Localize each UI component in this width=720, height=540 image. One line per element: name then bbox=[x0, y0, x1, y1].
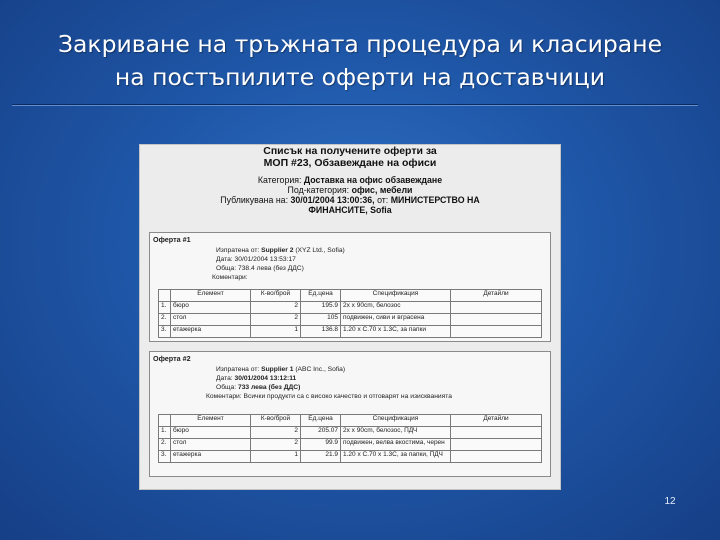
item-price: 105 bbox=[301, 314, 341, 326]
table-row bbox=[159, 427, 542, 439]
row-number: 1. bbox=[159, 427, 171, 439]
column-header: К-во/брой bbox=[251, 290, 301, 302]
column-header: Детайли bbox=[451, 415, 542, 427]
column-header: Спецификация bbox=[341, 415, 451, 427]
date-label: Дата: bbox=[216, 375, 233, 382]
column-header: Ед.цена bbox=[301, 415, 341, 427]
table-row bbox=[159, 302, 542, 314]
published-value: 30/01/2004 13:00:36, bbox=[290, 195, 375, 205]
subcategory-value: офис, мебели bbox=[351, 185, 413, 195]
item-price: 99.9 bbox=[301, 439, 341, 451]
from-label: от: bbox=[377, 195, 389, 205]
sender-label: Изпратена от: bbox=[216, 247, 260, 254]
item-spec: подвижен, сиви и вграсена bbox=[341, 314, 451, 326]
total-label: Обща: bbox=[216, 265, 237, 272]
item-spec: 2x x 90cm, белозос, ПДЧ bbox=[341, 427, 451, 439]
comments-label: Коментари: bbox=[212, 274, 248, 281]
item-spec: 2x x 90cm, белозос bbox=[341, 302, 451, 314]
offer-total bbox=[150, 383, 550, 392]
slide-title-line-1: Закриване на тръжната процедура и класиране bbox=[57, 30, 663, 58]
item-name: бюро bbox=[171, 427, 251, 439]
offer-comments bbox=[150, 392, 466, 401]
row-number: 2. bbox=[159, 439, 171, 451]
subcategory-line bbox=[140, 185, 560, 195]
item-qty: 2 bbox=[251, 427, 301, 439]
row-number: 3. bbox=[159, 326, 171, 338]
category-label: Категория: bbox=[257, 175, 302, 185]
item-name: стол bbox=[171, 314, 251, 326]
item-details bbox=[451, 439, 542, 451]
offer-title: Оферта #1 bbox=[153, 235, 191, 244]
from-value-line-2: ФИНАНСИТЕ, Sofia bbox=[308, 205, 392, 215]
header-number bbox=[159, 415, 171, 427]
offer-panel-1 bbox=[149, 232, 551, 342]
slide-title bbox=[0, 28, 720, 94]
item-details bbox=[451, 314, 542, 326]
sender-value: Supplier 2 bbox=[261, 247, 294, 254]
item-qty: 2 bbox=[251, 439, 301, 451]
offer-sender bbox=[150, 365, 550, 374]
item-name: етажерка bbox=[171, 326, 251, 338]
item-price: 21.9 bbox=[301, 451, 341, 463]
column-header: Ед.цена bbox=[301, 290, 341, 302]
from-value-line-1: МИНИСТЕРСТВО НА bbox=[390, 195, 480, 205]
screenshot-header bbox=[140, 145, 560, 227]
offer-date bbox=[150, 255, 550, 264]
row-number: 2. bbox=[159, 314, 171, 326]
item-name: етажерка bbox=[171, 451, 251, 463]
date-label: Дата: bbox=[216, 256, 233, 263]
item-name: стол bbox=[171, 439, 251, 451]
item-qty: 1 bbox=[251, 451, 301, 463]
subcategory-label: Под-категория: bbox=[287, 185, 350, 195]
item-qty: 1 bbox=[251, 326, 301, 338]
published-label: Публикувана на: bbox=[220, 195, 289, 205]
item-details bbox=[451, 427, 542, 439]
item-price: 136.8 bbox=[301, 326, 341, 338]
item-spec: подвижен, велва вкостима, черен bbox=[341, 439, 451, 451]
list-title-line-1: Списък на получените оферти за bbox=[263, 145, 437, 157]
offer-items-table bbox=[158, 414, 542, 463]
offer-panel-2 bbox=[149, 351, 551, 477]
row-number: 1. bbox=[159, 302, 171, 314]
item-details bbox=[451, 451, 542, 463]
total-label: Обща: bbox=[216, 384, 237, 391]
offer-sender bbox=[150, 246, 550, 255]
sender-value: Supplier 1 bbox=[261, 366, 294, 373]
item-qty: 2 bbox=[251, 302, 301, 314]
comments-value: Всички продукти са с високо качество и отговарят на изискванията bbox=[243, 393, 452, 400]
item-name: бюро bbox=[171, 302, 251, 314]
offer-total bbox=[150, 264, 550, 273]
item-spec: 1.20 x С.70 x 1.3С, за папки, ПДЧ bbox=[341, 451, 451, 463]
title-divider bbox=[12, 104, 698, 106]
item-spec: 1.20 x С.70 x 1.3С, за папки bbox=[341, 326, 451, 338]
table-row bbox=[159, 314, 542, 326]
column-header: К-во/брой bbox=[251, 415, 301, 427]
total-value: 733 лева (без ДДС) bbox=[237, 384, 301, 391]
column-header: Елемент bbox=[171, 290, 251, 302]
page-number: 12 bbox=[664, 496, 676, 507]
offer-title: Оферта #2 bbox=[153, 354, 191, 363]
from-line-2 bbox=[140, 205, 560, 215]
item-details bbox=[451, 326, 542, 338]
table-header-row bbox=[159, 415, 542, 427]
column-header: Елемент bbox=[171, 415, 251, 427]
comments-label: Коментари: bbox=[206, 393, 242, 400]
offer-items-table bbox=[158, 289, 542, 338]
column-header: Спецификация bbox=[341, 290, 451, 302]
category-value: Доставка на офис обзавеждане bbox=[303, 175, 443, 185]
table-row bbox=[159, 451, 542, 463]
slide-title-line-2: на постъпилите оферти на доставчици bbox=[114, 63, 606, 91]
offer-comments bbox=[150, 273, 550, 282]
category-line bbox=[140, 175, 560, 185]
row-number: 3. bbox=[159, 451, 171, 463]
column-header: Детайли bbox=[451, 290, 542, 302]
sender-extra: (XYZ Ltd., Sofia) bbox=[295, 247, 345, 254]
list-title-line-2: МОП #23, Обзавеждане на офиси bbox=[263, 157, 437, 169]
table-row bbox=[159, 326, 542, 338]
total-value: 738.4 лева (без ДДС) bbox=[237, 265, 304, 272]
offers-screenshot bbox=[139, 144, 561, 490]
item-price: 205.07 bbox=[301, 427, 341, 439]
sender-label: Изпратена от: bbox=[216, 366, 260, 373]
published-line bbox=[140, 195, 560, 205]
item-price: 195.9 bbox=[301, 302, 341, 314]
date-value: 30/01/2004 13:12:11 bbox=[234, 375, 297, 382]
table-row bbox=[159, 439, 542, 451]
header-number bbox=[159, 290, 171, 302]
item-details bbox=[451, 302, 542, 314]
sender-extra: (ABC Inc., Sofia) bbox=[295, 366, 346, 373]
date-value: 30/01/2004 13:53:17 bbox=[234, 256, 296, 263]
table-header-row bbox=[159, 290, 542, 302]
offer-date bbox=[150, 374, 550, 383]
item-qty: 2 bbox=[251, 314, 301, 326]
